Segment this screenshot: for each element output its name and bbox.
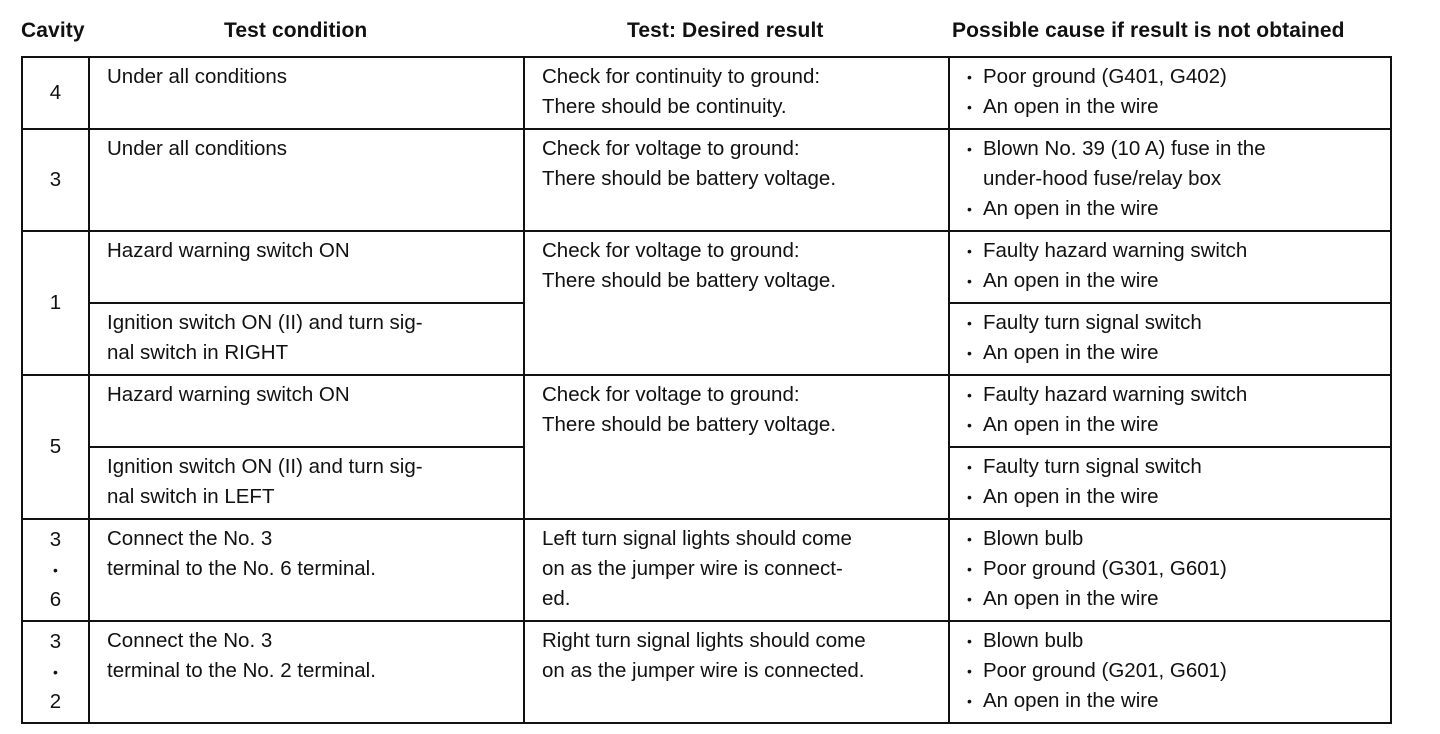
cavity-number: 2 (49, 690, 62, 713)
desired-result-cell (524, 57, 949, 129)
bullet-icon: • (967, 99, 972, 115)
bullet-icon: • (967, 315, 972, 331)
possible-cause-cell (949, 621, 1391, 723)
condition-text: Under all conditions (107, 137, 288, 160)
cavity-cell (22, 129, 89, 231)
header-possible-cause: Possible cause if result is not obtained (952, 19, 1345, 42)
result-text: Check for voltage to ground: (542, 383, 800, 406)
cavity-cell (22, 57, 89, 129)
bullet-icon: • (53, 664, 58, 680)
cause-item: • An open in the wire (965, 338, 1380, 368)
cavity-number: 1 (49, 291, 62, 314)
condition-text: Hazard warning switch ON (107, 239, 350, 262)
test-condition-cell (89, 303, 524, 375)
condition-text: nal switch in RIGHT (107, 341, 289, 364)
bullet-icon: • (967, 417, 972, 433)
test-condition-cell (89, 519, 524, 621)
cause-item: • An open in the wire (965, 266, 1380, 296)
cause-item: • An open in the wire (965, 410, 1380, 440)
diagnostic-table (21, 56, 1392, 724)
bullet-icon: • (967, 69, 972, 85)
cause-item: • Faulty hazard warning switch (965, 380, 1380, 410)
cause-item: • Poor ground (G401, G402) (965, 62, 1380, 92)
bullet-icon: • (967, 243, 972, 259)
bullet-icon: • (967, 663, 972, 679)
bullet-icon: • (967, 531, 972, 547)
cause-item: • Faulty turn signal switch (965, 452, 1380, 482)
cause-item: • Faulty hazard warning switch (965, 236, 1380, 266)
bullet-icon: • (967, 693, 972, 709)
test-condition-cell (89, 57, 524, 129)
test-condition-cell (89, 375, 524, 447)
cavity-cell (22, 375, 89, 519)
possible-cause-cell (949, 447, 1391, 519)
result-text: There should be battery voltage. (542, 413, 837, 436)
cause-item: • Blown bulb (965, 524, 1380, 554)
table-row (22, 375, 1391, 447)
bullet-icon: • (53, 562, 58, 578)
possible-cause-cell (949, 129, 1391, 231)
cause-item: • An open in the wire (965, 686, 1380, 716)
cavity-cell (22, 621, 89, 723)
header-test-condition: Test condition (224, 19, 368, 42)
table-row (22, 129, 1391, 231)
condition-text: Under all conditions (107, 65, 288, 88)
cause-item: • An open in the wire (965, 482, 1380, 512)
possible-cause-cell (949, 57, 1391, 129)
desired-result-cell (524, 231, 949, 375)
header-desired-result: Test: Desired result (627, 19, 824, 42)
condition-text: Connect the No. 3 (107, 527, 273, 550)
condition-text: Ignition switch ON (II) and turn sig- (107, 311, 423, 334)
table-row (22, 231, 1391, 303)
bullet-icon: • (967, 387, 972, 403)
test-condition-cell (89, 621, 524, 723)
bullet-icon: • (967, 561, 972, 577)
cavity-number: 4 (49, 81, 62, 104)
condition-text: Hazard warning switch ON (107, 383, 350, 406)
table-row (22, 57, 1391, 129)
possible-cause-cell (949, 231, 1391, 303)
cause-item: • An open in the wire (965, 194, 1380, 224)
cause-item: • Poor ground (G201, G601) (965, 656, 1380, 686)
possible-cause-cell (949, 303, 1391, 375)
desired-result-cell (524, 519, 949, 621)
bullet-icon: • (967, 633, 972, 649)
condition-text: terminal to the No. 2 terminal. (107, 659, 376, 682)
cause-item: • Faulty turn signal switch (965, 308, 1380, 338)
bullet-icon: • (967, 459, 972, 475)
cavity-number: 6 (49, 588, 62, 611)
possible-cause-cell (949, 375, 1391, 447)
cavity-number: 3 (49, 168, 62, 191)
result-text: Left turn signal lights should come (542, 527, 852, 550)
bullet-icon: • (967, 345, 972, 361)
result-text: There should be battery voltage. (542, 269, 837, 292)
cavity-number: 3 (49, 630, 62, 653)
result-text: Right turn signal lights should come (542, 629, 866, 652)
cause-item: • An open in the wire (965, 584, 1380, 614)
table-row (22, 519, 1391, 621)
result-text: Check for continuity to ground: (542, 65, 821, 88)
bullet-icon: • (967, 273, 972, 289)
condition-text: Ignition switch ON (II) and turn sig- (107, 455, 423, 478)
test-condition-cell (89, 231, 524, 303)
cavity-cell (22, 231, 89, 375)
table-header-row (0, 0, 1440, 56)
desired-result-cell (524, 375, 949, 519)
bullet-icon: • (967, 591, 972, 607)
cavity-number: 5 (49, 435, 62, 458)
test-condition-cell (89, 129, 524, 231)
condition-text: nal switch in LEFT (107, 485, 275, 508)
cause-item: • Blown No. 39 (10 A) fuse in the under-hood fuse/relay box (965, 134, 1380, 194)
desired-result-cell (524, 621, 949, 723)
result-text: There should be continuity. (542, 95, 787, 118)
result-text: Check for voltage to ground: (542, 137, 800, 160)
cause-item: • Blown bulb (965, 626, 1380, 656)
bullet-icon: • (967, 489, 972, 505)
desired-result-cell (524, 129, 949, 231)
cavity-cell (22, 519, 89, 621)
result-text: on as the jumper wire is connected. (542, 659, 865, 682)
result-text: There should be battery voltage. (542, 167, 837, 190)
bullet-icon: • (967, 201, 972, 217)
condition-text: Connect the No. 3 (107, 629, 273, 652)
cause-item: • An open in the wire (965, 92, 1380, 122)
table-row (22, 621, 1391, 723)
cavity-number: 3 (49, 528, 62, 551)
result-text: Check for voltage to ground: (542, 239, 800, 262)
condition-text: terminal to the No. 6 terminal. (107, 557, 376, 580)
bullet-icon: • (967, 141, 972, 157)
result-text: ed. (542, 587, 571, 610)
possible-cause-cell (949, 519, 1391, 621)
result-text: on as the jumper wire is connect- (542, 557, 843, 580)
test-condition-cell (89, 447, 524, 519)
cause-item: • Poor ground (G301, G601) (965, 554, 1380, 584)
header-cavity: Cavity (21, 19, 85, 42)
